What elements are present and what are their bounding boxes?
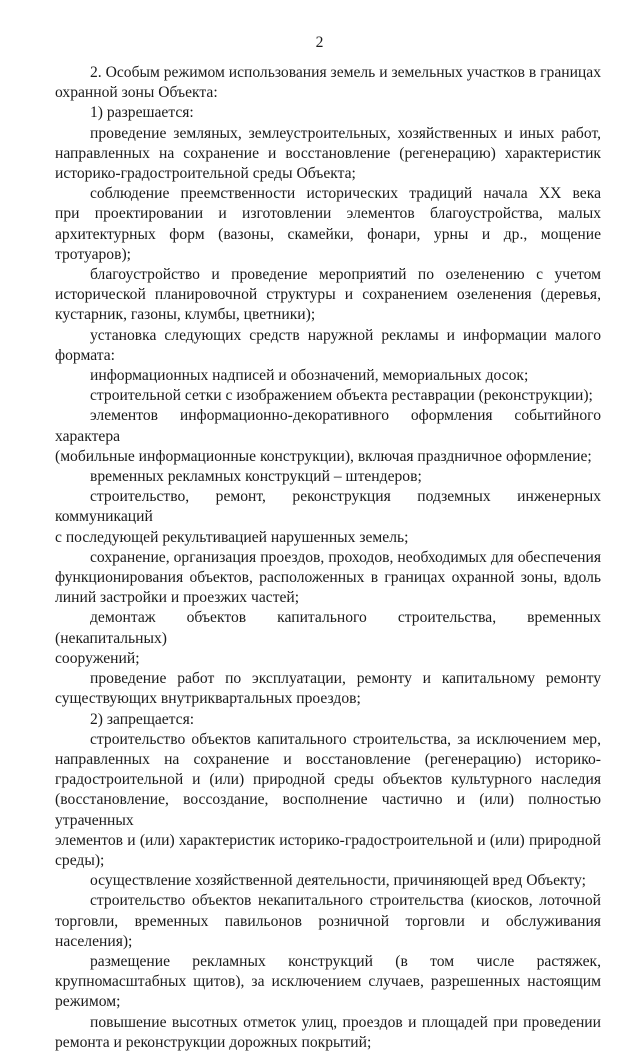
text-line: сооружений; [55, 649, 140, 667]
text-line: ремонта и реконструкции дорожных покрытий; [55, 1033, 372, 1051]
document-body [55, 63, 601, 1053]
text-line: благоустройство и проведение мероприятий по озеленению с учетом [90, 266, 601, 284]
text-line: при проектировании и изготовлении элементов благоустройства, малых [55, 205, 601, 223]
text-line: с последующей рекультивацией нарушенных земель; [55, 528, 409, 546]
text-line: элементов и (или) характеристик историко-градостроительной и (или) природной [55, 831, 601, 849]
text-line: направленных на сохранение и восстановление (регенерацию) историко- [55, 750, 601, 768]
text-line: функционирования объектов, расположенных в границах охранной зоны, вдоль [55, 569, 601, 587]
text-line: торговли, временных павильонов розничной торговли и обслуживания населения); [55, 912, 601, 950]
text-line: градостроительной и (или) природной среды объектов культурного наследия [55, 771, 601, 789]
list-heading-allowed: 1) разрешается: [90, 104, 194, 122]
text-line: строительство объектов некапитального строительства (киосков, лоточной [90, 892, 601, 910]
text-line: (восстановление, воссоздание, восполнение частично и (или) полностью утраченных [55, 791, 601, 829]
text-line: кустарник, газоны, клумбы, цветники); [55, 306, 316, 324]
text-line: формата: [55, 346, 115, 364]
text-line: строительство объектов капитального строительства, за исключением мер, [90, 730, 601, 748]
text-line: архитектурных форм (вазоны, скамейки, фонари, урны и др., мощение тротуаров); [55, 225, 601, 263]
page-number: 2 [315, 34, 324, 51]
text-line: исторической планировочной структуры и сохранением озеленения (деревья, [55, 286, 601, 304]
text-line: среды); [55, 851, 105, 869]
text-line: охранной зоны Объекта: [55, 84, 218, 102]
text-line: установка следующих средств наружной рекламы и информации малого [90, 326, 601, 344]
text-line: проведение земляных, землеустроительных, хозяйственных и иных работ, [90, 124, 601, 142]
text-line: строительство, ремонт, реконструкция подземных инженерных коммуникаций [55, 488, 601, 526]
text-line: временных рекламных конструкций – штендеров; [90, 468, 422, 486]
text-line: размещение рекламных конструкций (в том числе растяжек, [90, 952, 601, 970]
list-heading-prohibited: 2) запрещается: [90, 710, 195, 728]
text-line: информационных надписей и обозначений, мемориальных досок; [90, 367, 529, 385]
text-line: существующих внутриквартальных проездов; [55, 690, 361, 708]
text-line: демонтаж объектов капитального строительства, временных (некапитальных) [55, 609, 601, 647]
text-line: линий застройки и проезжих частей; [55, 589, 300, 607]
text-line: проведение работ по эксплуатации, ремонту и капитальному ремонту [90, 670, 601, 688]
text-line: историко-градостроительной среды Объекта; [55, 165, 356, 183]
text-line: строительной сетки с изображением объекта реставрации (реконструкции); [90, 387, 593, 405]
text-line: крупномасштабных щитов), за исключением случаев, разрешенных настоящим [55, 973, 601, 991]
text-line: 2. Особым режимом использования земель и земельных участков в границах [90, 64, 601, 81]
text-line: соблюдение преемственности исторических традиций начала XX века [90, 185, 601, 203]
text-line: режимом; [55, 993, 121, 1011]
text-line: повышение высотных отметок улиц, проездов и площадей при проведении [90, 1013, 601, 1031]
text-line: направленных на сохранение и восстановление (регенерацию) характеристик [55, 144, 601, 162]
text-line: сохранение, организация проездов, проходов, необходимых для обеспечения [90, 548, 601, 566]
text-line: (мобильные информационные конструкции), включая праздничное оформление; [55, 447, 592, 465]
text-line: элементов информационно-декоративного оформления событийного характера [55, 407, 601, 445]
text-line: осуществление хозяйственной деятельности, причиняющей вред Объекту; [90, 872, 586, 890]
